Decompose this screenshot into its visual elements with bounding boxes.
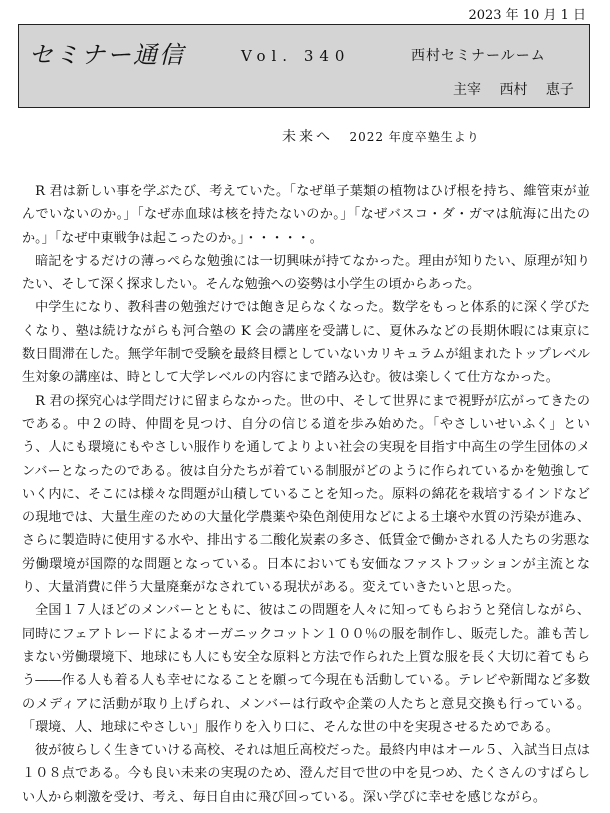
paragraph: 中学生になり、教科書の勉強だけでは飽き足らなくなった。数学をもっと体系的に深く学びたくなり、塾は続けながらも河合塾の K 会の講座を受講しに、夏休みなどの長期休暇には東京に数日間滞在した。無学年制で受験を最終目標としていないカリキュラムが組まれたトップレベル生対象の講座は、時として大学レベルの内容にまで踏み込む。彼は楽しくて仕方なかった。 [22, 300, 590, 386]
paragraph: 暗記をするだけの薄っぺらな勉強には一切興味が持てなかった。理由が知りたい、原理が知りたい、そして深く探求したい。そんな勉強への姿勢は小学生の頃からあった。 [22, 253, 590, 293]
volume-number: Vol. 340 [241, 47, 351, 65]
issue-date: 2023 年 10 月 1 日 [468, 8, 586, 23]
newsletter-title: セミナー通信 [29, 41, 185, 69]
article-body [22, 180, 590, 809]
paragraph: R 君の探究心は学問だけに留まらなかった。世の中、そして世界にまで視野が広がってきたのである。中２の時、仲間を見つけ、自分の信じる道を歩み始めた。「やさしいせいふく」という、人にも環境にもやさしい服作りを通してよりよい社会の実現を目指す中高生の学生団体のメンバーとなったのである。彼は自分たちが着ている制服がどのように作られているかを勉強していく内に、そこには様々な問題が山積していることを知った。原料の綿花を栽培するインドなどの現地では、大量生産のための大量化学農薬や染色剤使用などによる土壌や水質の汚染が進み、さらに製造時に使用する水や、排出する二酸化炭素の多さ、低賃金で働かされる人たちの劣悪な労働環境が国際的な問題となっている。日本においても安価なファストフッションが主流となり、大量消費に伴う大量廃棄がなされている現状がある。変えていきたいと思った。 [22, 393, 590, 596]
article-heading [282, 126, 480, 146]
paragraph: 彼が彼らしく生きていける高校、それは旭丘高校だった。最終内申はオール５、入試当日点は１０８点である。今も良い未来の実現のため、澄んだ目で世の中を見つめ、たくさんのすばらしい人から刺激を受け、考え、毎日自由に飛び回っている。深い学びに幸せを感じながら。 [22, 743, 590, 805]
editor-surname: 西村 [499, 82, 528, 98]
newsletter-header [18, 24, 590, 108]
editor-line [453, 79, 588, 99]
paragraph: 全国１７人ほどのメンバーとともに、彼はこの問題を人々に知ってもらおうと発信しながら、同時にフェアトレードによるオーガニックコットン１００％の服を制作し、販売した。誰も苦しまない労働環境下、地球にも人にも安全な原料と方法で作られた上質な服を長く大切に着てもらう――作る人も着る人も幸せになることを願って今現在も活動している。テレビや新聞など多数のメディアに活動が取り上げられ、メンバーは行政や企業の人たちと意見交換も行っている。「環境、人、地球にやさしい」服作りを入り口に、そんな世の中を実現させるためである。 [22, 603, 590, 735]
article-title: 未来へ [282, 129, 333, 145]
article-byline: 2022 年度卒塾生より [349, 130, 480, 144]
organization-name: 西村セミナールーム [411, 48, 546, 64]
paragraph: R 君は新しい事を学ぶたび、考えていた。「なぜ単子葉類の植物はひげ根を持ち、維管束が並んでいないのか。」「なぜ赤血球は核を持たないのか。」「なぜバスコ・ダ・ガマは航海に出たのか。」「なぜ中東戦争は起こったのか。」・・・・・。 [22, 184, 590, 246]
editor-given-name: 恵子 [545, 82, 574, 98]
editor-role: 主宰 [453, 82, 481, 98]
